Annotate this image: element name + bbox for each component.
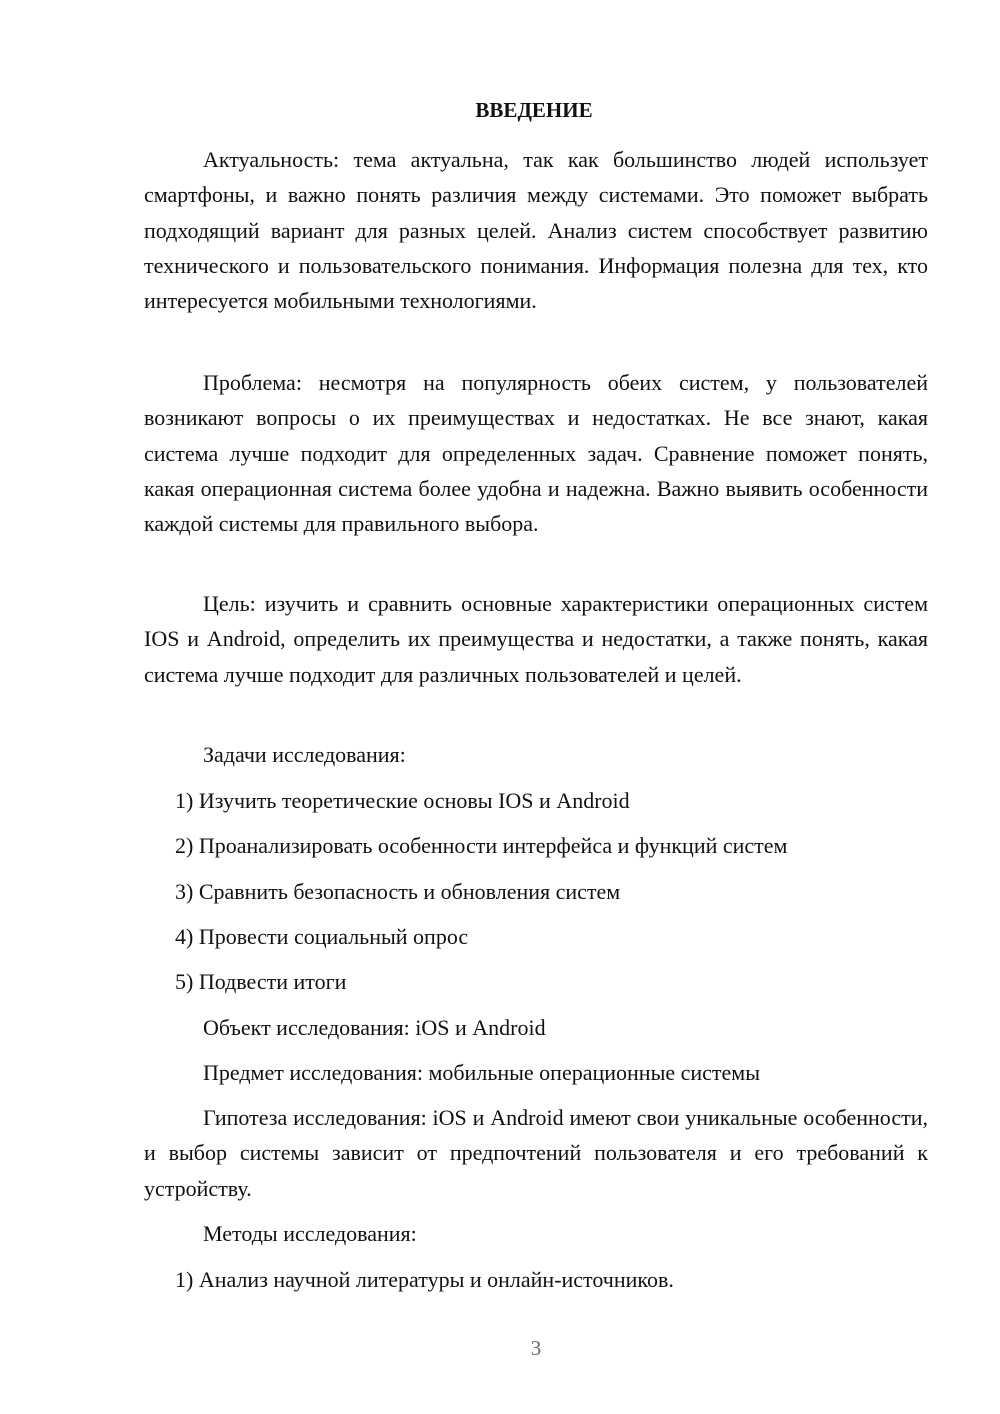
task-item: 1) Изучить теоретические основы IOS и Android: [175, 788, 630, 813]
goal-paragraph: Цель: изучить и сравнить основные характеристики операционных систем IOS и Android, определить их преимущества и недостатки, а также понять, какая система лучше подходит для различных пользователей и целей.: [144, 591, 928, 687]
relevance-paragraph: Актуальность: тема актуальна, так как большинство людей использует смартфоны, и важно понять различия между системами. Это поможет выбрать подходящий вариант для разных целей. Анализ систем способствует развитию технического и пользовательского понимания. Информация полезна для тех, кто интересуется мобильными технологиями.: [144, 147, 928, 314]
hypothesis-paragraph: Гипотеза исследования: iOS и Android имеют свои уникальные особенности, и выбор системы зависит от предпочтений пользователя и его требований к устройству.: [144, 1105, 928, 1201]
task-item: 4) Провести социальный опрос: [175, 924, 469, 949]
task-item: 2) Проанализировать особенности интерфейса и функций систем: [175, 833, 788, 858]
page-number: 3: [530, 1336, 542, 1360]
task-item: 3) Сравнить безопасность и обновления систем: [175, 879, 621, 904]
research-subject: Предмет исследования: мобильные операционные системы: [203, 1060, 760, 1085]
tasks-heading: Задачи исследования:: [203, 742, 406, 767]
document-page: [144, 0, 928, 1414]
method-item: 1) Анализ научной литературы и онлайн-источников.: [175, 1267, 674, 1292]
page-title: [144, 96, 928, 124]
page-title-text: ВВЕДЕНИЕ: [475, 98, 593, 122]
methods-heading: Методы исследования:: [203, 1221, 417, 1246]
problem-paragraph: Проблема: несмотря на популярность обеих систем, у пользователей возникают вопросы о их преимуществах и недостатках. Не все знают, какая система лучше подходит для определенных задач. Сравнение поможет понять, какая операционная система более удобна и надежна. Важно выявить особенности каждой системы для правильного выбора.: [144, 370, 928, 537]
research-object: Объект исследования: iOS и Android: [203, 1015, 546, 1040]
task-item: 5) Подвести итоги: [175, 969, 347, 994]
